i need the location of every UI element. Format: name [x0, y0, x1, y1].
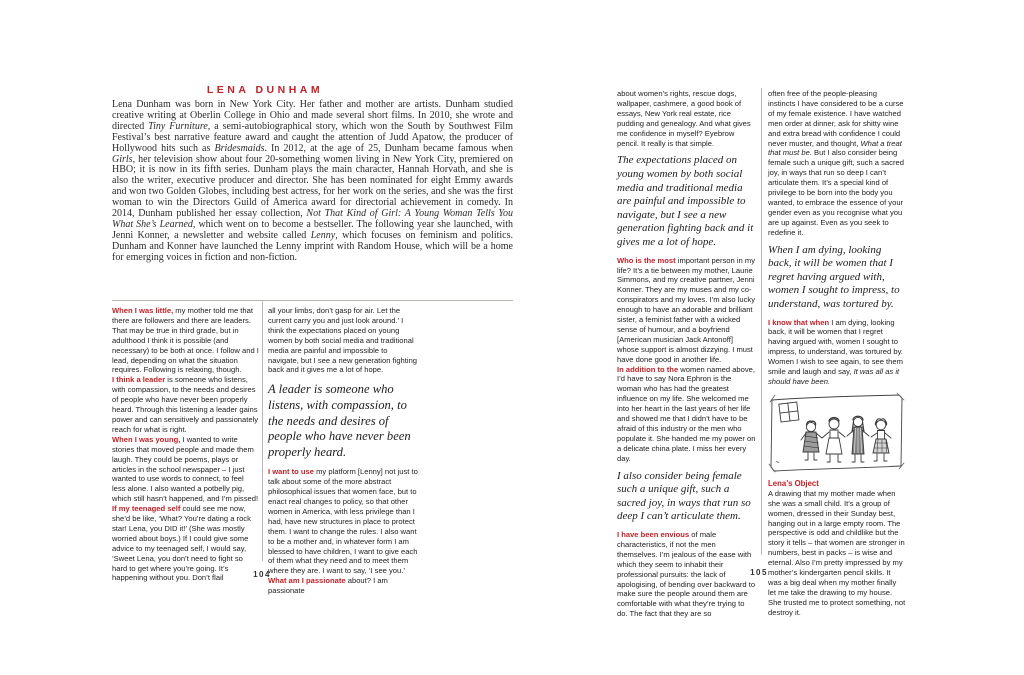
body-text: A drawing that my mother made when she was a small child. It’s a group of women, dressed in their Sunday best, hanging out in a large empty room. The perspective is odd and childlike but the story it tells – that women are stronger in numbers, best in packs – is wise and eternal. Also I’m pretty impressed by my mother’s kindergarten pencil skills. It was a big deal when my mother finally let me take the drawing to my house. She trusted me to protect something, not destroy it.: [768, 488, 906, 617]
object-paragraph: [768, 489, 906, 618]
qa-paragraph: [112, 306, 259, 375]
column-divider: [761, 88, 762, 555]
qa-paragraph: [268, 467, 418, 576]
figure-1: [801, 421, 822, 460]
lead-in: When I was young,: [112, 434, 181, 444]
body-text-italic: It was all as it should have been.: [768, 367, 900, 386]
work-title-bridesmaids: Bridesmaids: [214, 142, 265, 154]
body-text: my mother told me that there are followers and there are leaders. That may be true in third grade, but in adulthood I think it is possible (and necessary) to be both at once. I follow and I lead, depending on what the situation requires. Following is relaxing, though.: [112, 306, 259, 375]
body-text-italic: What a treat that must be: [768, 138, 902, 158]
lead-in: I think a leader: [112, 375, 166, 385]
body-text: is someone who listens, with compassion, to the needs and desires of people who have never been properly heard. Through this listening a leader gains power and can sensitively and passionately reach for what is right.: [112, 375, 259, 434]
lead-in: If my teenaged self: [112, 504, 181, 514]
right-page-column-2: [768, 89, 906, 618]
right-page-column-1: [617, 89, 756, 619]
page-number-105: 105: [750, 568, 768, 577]
window-icon: [779, 402, 799, 422]
body-text: . But I also consider being female such a unique gift, such a sacred joy, in ways that run so deep I can’t articulate them. It’s a special kind of privilege to be born into the body you wanted, to embrace the essence of your gender even as you recognise what you are up against. Even as you seek to redefine it.: [768, 148, 904, 237]
intro-text: , a semi-autobiographical story, which won the South by Southwest Film Festival’s best narrative feature award and caught the attention of Judd Apatow, the producer of Hollywood hits such as: [112, 120, 513, 154]
qa-paragraph: [268, 306, 418, 375]
qa-paragraph: [112, 435, 259, 504]
intro-text: , which went on to become a bestseller. The following year she launched, with Jenni Konner, a newsletter and website called: [112, 218, 514, 241]
left-page-column-2: [268, 306, 418, 596]
body-text: I wanted to write stories that moved people and made them laugh. They could be poems, plays or articles in the school newspaper – I just wanted to use words to connect, to feel less alone. I also wanted a potbelly pig, which still hasn’t happened, and I’m pissed!: [112, 434, 259, 504]
lead-in: Who is the most: [617, 255, 676, 265]
figure-4: [871, 419, 891, 461]
intro-text: , which focuses on feminism and politics. Dunham and Konner have launched the Lenny imprint with Random House, which will be a home for emerging voices in fiction and non-fiction.: [112, 229, 513, 263]
body-text: of male characteristics, if not the men themselves. I’m jealous of the ease with which they seem to inhabit their professional pursuits: the lack of apologising, of bending over backward to make sure the people around them are comfortable with what they’re trying to do. The fact that they are so: [617, 530, 756, 619]
column-divider: [262, 300, 263, 561]
page-number-104: 104: [253, 570, 271, 579]
page-title: LENA DUNHAM: [206, 84, 324, 96]
body-text: women named above, I’d have to say Nora Ephron is the woman who has had the greatest influence on my life. She welcomed me into her heart in the last years of her life and showed me that I didn’t have to be afraid of this industry or the men who populate it. She handed me my power on a delicate china plate. I miss her every day.: [617, 364, 756, 463]
intro-paragraph: [112, 100, 513, 264]
qa-paragraph: [768, 318, 906, 387]
body-text: I am dying, looking back, it will be women that I regret having argued with, women I sought to impress, to understand, was tortured by. Women I wish to see again, to see them smile and laugh and say,: [768, 317, 903, 377]
body-text: my platform [Lenny] not just to talk about some of the more abstract philosophical issues that women face, but to enact real changes to policy, so that other women in America, with less privilege than I had, have new structures in place to protect them. I want to change the rules. I also want to be a mother and, in whatever form I am blessed to have children, I want to give each of them what they need and to meet them where they are. I want to say, ‘I see you.’: [268, 467, 418, 576]
body-text: often free of the people-pleasing instincts I have considered to be a curse of my female existence. I have watched men order at dinner, ask for shitty wine and extra bread with confidence I could never muster, and thought,: [768, 89, 904, 148]
object-heading: Lena’s Object: [768, 478, 819, 488]
body-text: all your limbs, don’t gasp for air. Let the current carry you and just look around.’ I think the expectations placed on young women by both social media and traditional media are painful and impossible to navigate, but I see a new generation fighting back and it gives me a lot of hope.: [268, 306, 418, 375]
pull-quote: When I am dying, looking back, it will be women that I regret having argued with, women I sought to impress, to understand, was tortured by.: [768, 243, 900, 310]
qa-paragraph: [617, 256, 756, 365]
intro-text: , her television show about four 20-something women living in New York City, premiered on HBO; it is now in its fifth series. Dunham plays the main character, Hannah Horvath, and she is also the writer, executive producer and director. She has been nominated for eight Emmy awards and won two Golden Globes, including best actress, for her work on the series, and she was the first woman to win the Directors Guild of America award for directorial achievement in comedy. In 2014, Dunham published her essay collection,: [112, 153, 513, 220]
work-title-girls: Girls: [112, 153, 133, 165]
body-text: about? I am passionate: [268, 576, 388, 596]
left-page-column-1: [112, 306, 259, 583]
pull-quote: A leader is someone who listens, with compassion, to the needs and desires of people who have never been properly heard.: [268, 382, 411, 459]
body-text: could see me now, she’d be like, ‘What? You’re dating a rock star! Lena, you DID it!’ (She was mostly worried about boys.) If I could give some advice to my teenaged self, I would say, ‘Sweet Lena, you don’t need to fight so hard to get where you’re going. It’s happening without you. Don’t flail: [112, 504, 251, 583]
lead-in: I have been envious: [617, 530, 690, 539]
qa-paragraph: [768, 89, 906, 238]
body-text: about women’s rights, rescue dogs, wallpaper, cashmere, a good book of essays, New York real estate, rice pudding and genealogy. And what gives me confidence in myself? Eyebrow pencil. It really is that simple.: [617, 89, 751, 148]
lead-in: In addition to the: [617, 364, 679, 374]
lead-in: What am I passionate: [268, 576, 346, 586]
figure-2: [822, 418, 845, 462]
qa-paragraph: [617, 365, 756, 464]
section-divider-rule: [112, 300, 513, 301]
lead-in: I want to use: [268, 467, 314, 477]
pull-quote: I also consider being female such a unique gift, such a sacred joy, in ways that run so deep I can’t articulate them.: [617, 469, 751, 523]
pull-quote: The expectations placed on young women by both social media and traditional media are painful and impossible to navigate, but I see a new generation fighting back and it gives me a lot of hope.: [617, 154, 754, 248]
child-drawing-illustration: [768, 392, 906, 474]
qa-paragraph: [268, 576, 418, 596]
work-title-tiny-furniture: Tiny Furniture: [148, 120, 208, 132]
body-text: important person in my life? It’s a tie between my mother, Laurie Simmons, and my creative partner, Jenni Konner. They are my muses and my co-conspirators and my loves. I’m also lucky enough to have an adorable and brilliant sister, a feminist father with a wicked sense of humour, and a boyfriend [American musician Jack Antonoff] whose support is almost dizzying. I must have done good in another life.: [617, 255, 756, 364]
lead-in: When I was little,: [112, 306, 174, 315]
figure-3: [847, 416, 869, 462]
work-title-lenny: Lenny: [310, 229, 336, 241]
lead-in: I know that when: [768, 317, 830, 327]
qa-paragraph: [617, 89, 756, 148]
work-title-book: Not That Kind of Girl: A Young Woman Tells You What She’s Learned: [112, 208, 513, 230]
intro-text: Lena Dunham was born in New York City. Her father and mother are artists. Dunham studied creative writing at Oberlin College in Ohio and made several short films. In 2010, she wrote and directed: [112, 99, 513, 132]
intro-text: . In 2012, at the age of 25, Dunham became famous when: [264, 142, 513, 154]
qa-paragraph: [112, 375, 259, 434]
